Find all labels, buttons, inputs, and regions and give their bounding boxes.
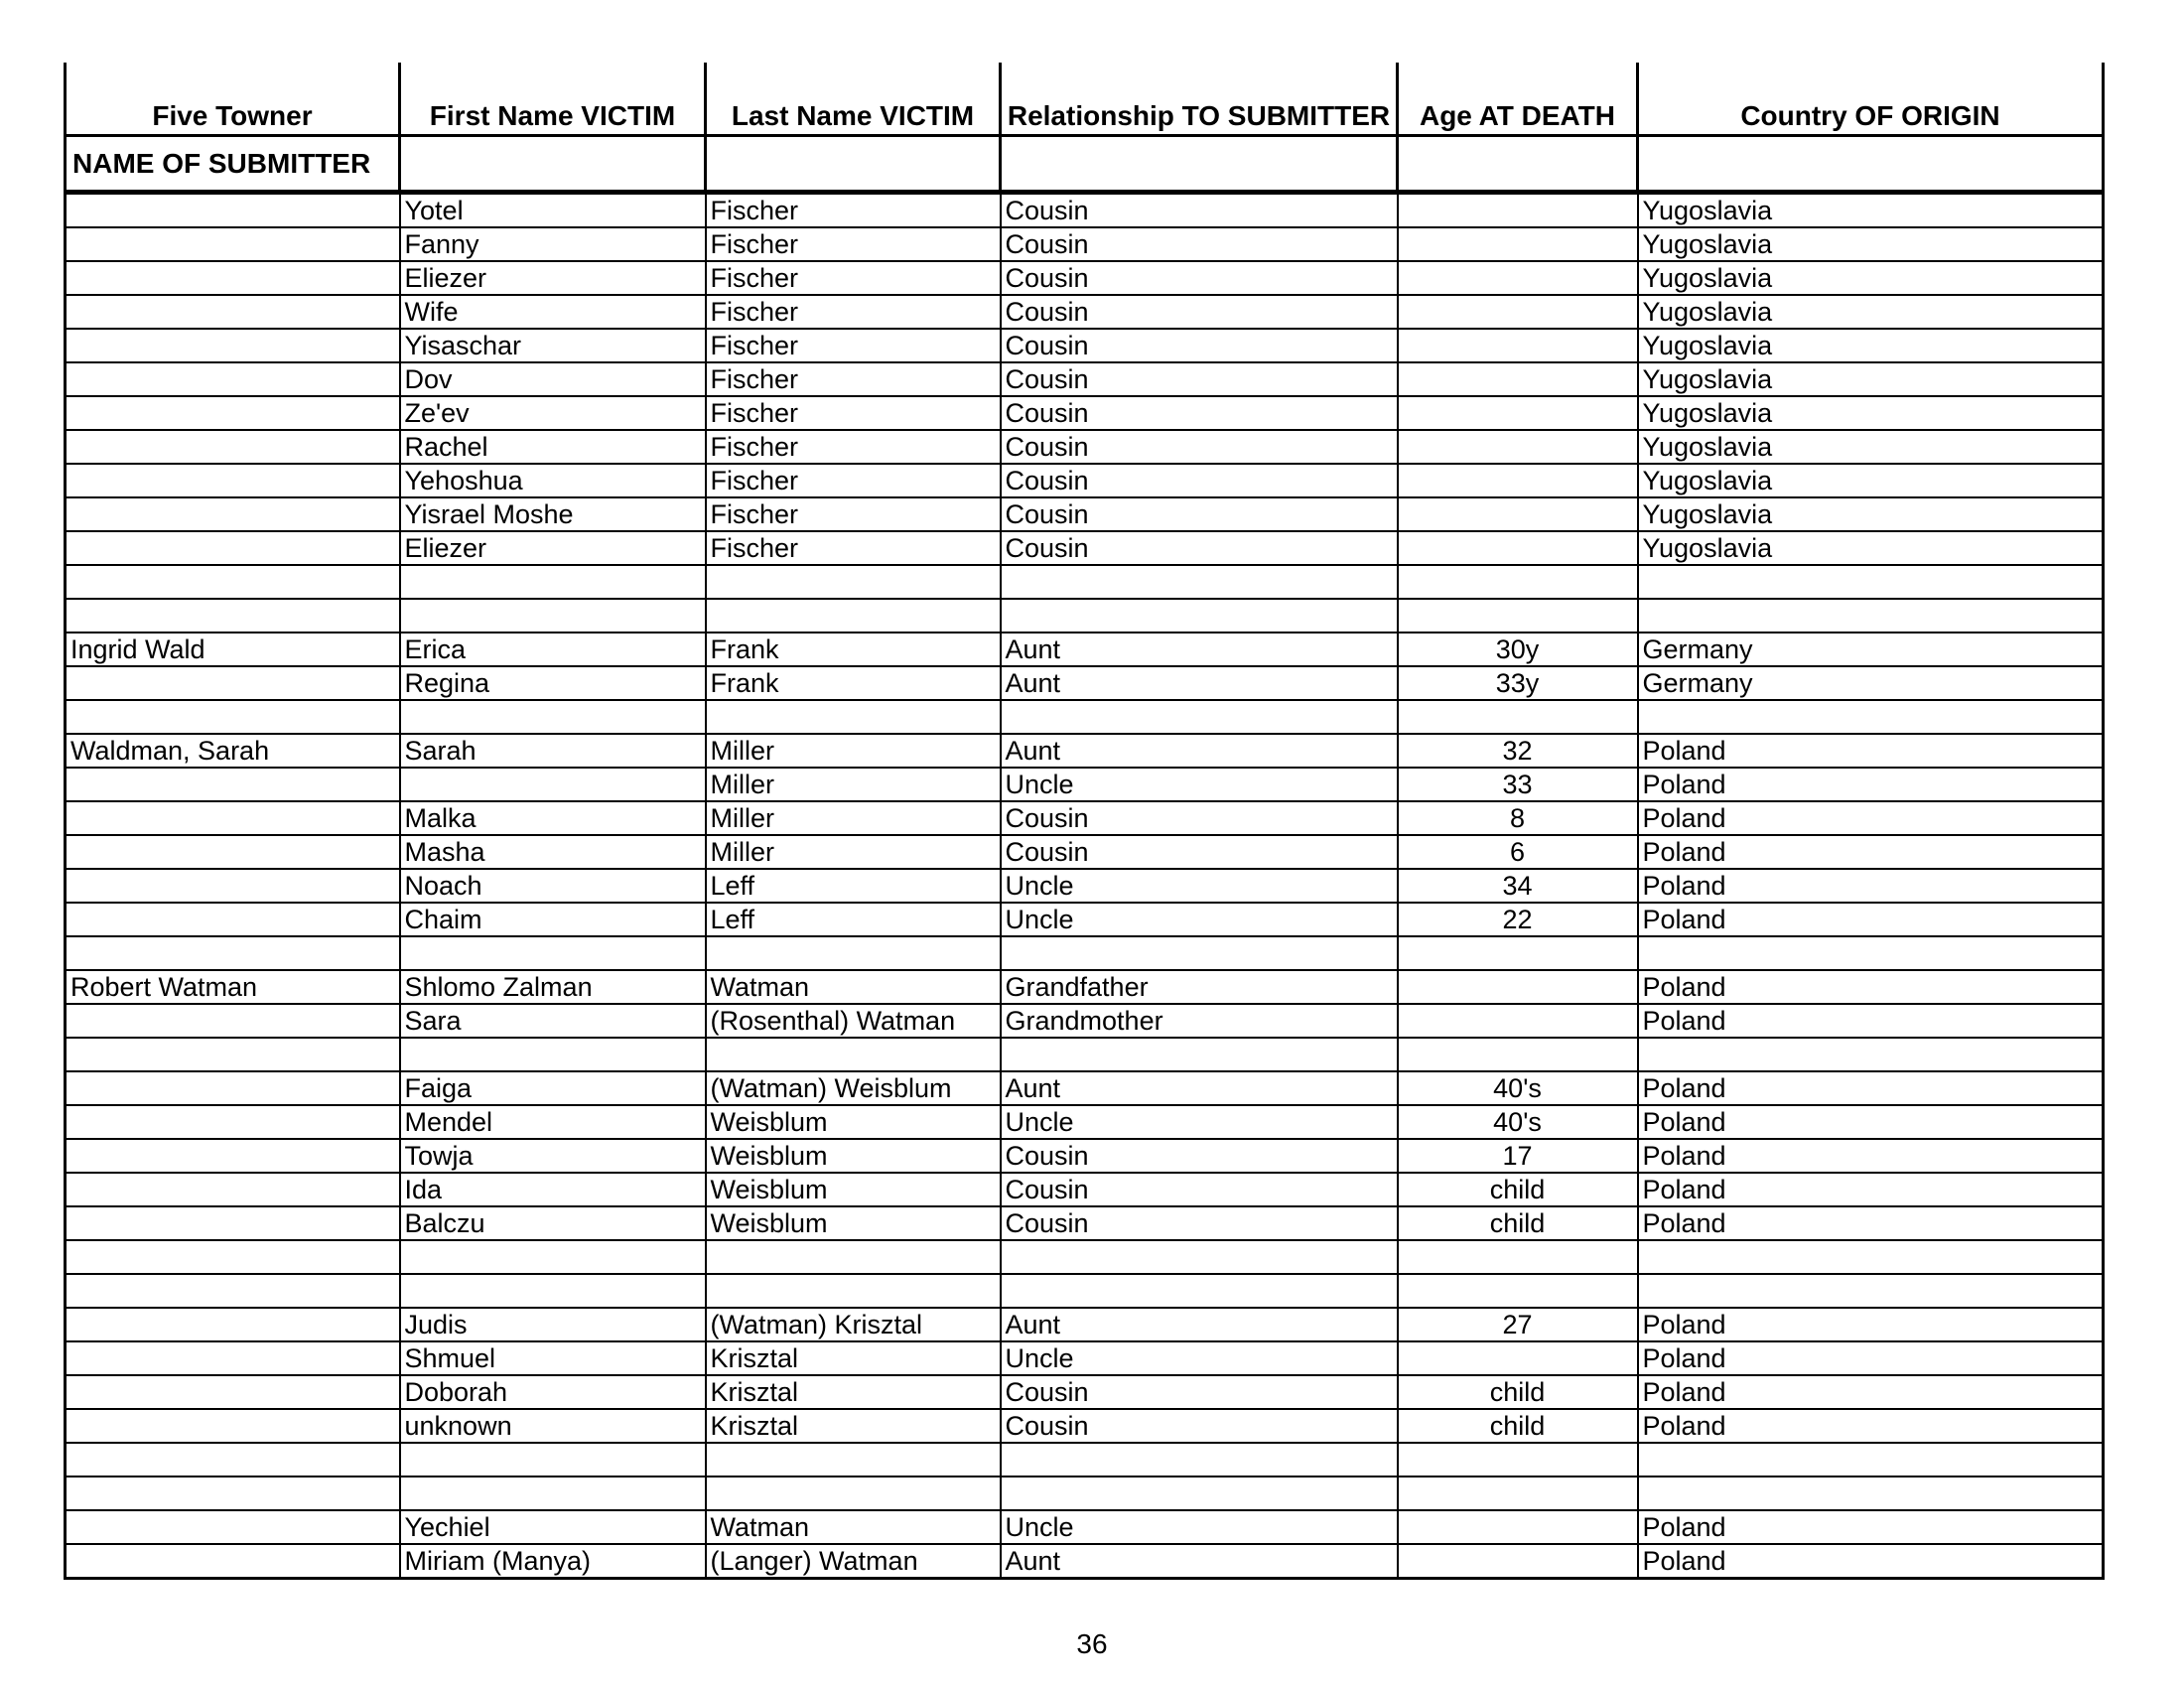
relationship-cell: Grandmother	[1001, 1004, 1398, 1038]
table-row	[66, 1477, 2104, 1510]
submitter-cell	[66, 1308, 400, 1341]
first-name-cell: Faiga	[400, 1071, 706, 1105]
relationship-cell: Cousin	[1001, 1206, 1398, 1240]
country-cell: Poland	[1638, 768, 2104, 801]
relationship-cell: Cousin	[1001, 531, 1398, 565]
country-cell: Poland	[1638, 734, 2104, 768]
table-row	[66, 1173, 2104, 1206]
relationship-cell: Cousin	[1001, 835, 1398, 869]
country-cell: Poland	[1638, 1510, 2104, 1544]
table-row	[66, 464, 2104, 497]
age-cell: 30y	[1398, 633, 1638, 666]
table-row	[66, 430, 2104, 464]
relationship-cell: Cousin	[1001, 1375, 1398, 1409]
country-cell: Yugoslavia	[1638, 396, 2104, 430]
victims-table	[64, 63, 2105, 1580]
table-row	[66, 1240, 2104, 1274]
country-cell: Yugoslavia	[1638, 531, 2104, 565]
first-name-cell: Balczu	[400, 1206, 706, 1240]
last-name-cell: Fischer	[706, 261, 1001, 295]
table-row	[66, 1105, 2104, 1139]
first-name-cell: Rachel	[400, 430, 706, 464]
first-name-cell: Masha	[400, 835, 706, 869]
table-row	[66, 869, 2104, 903]
submitter-cell	[66, 193, 400, 228]
submitter-cell	[66, 1375, 400, 1409]
submitter-cell	[66, 936, 400, 970]
table-row	[66, 970, 2104, 1004]
submitter-cell	[66, 295, 400, 329]
submitter-cell	[66, 1004, 400, 1038]
submitter-label-row	[66, 136, 2104, 193]
first-name-cell: Regina	[400, 666, 706, 700]
age-cell	[1398, 599, 1638, 633]
table-row	[66, 700, 2104, 734]
first-name-cell: Ida	[400, 1173, 706, 1206]
last-name-cell: Krisztal	[706, 1341, 1001, 1375]
table-row	[66, 565, 2104, 599]
submitter-cell	[66, 329, 400, 362]
first-name-cell: Yisaschar	[400, 329, 706, 362]
last-name-cell: Fischer	[706, 531, 1001, 565]
last-name-cell: Fischer	[706, 497, 1001, 531]
last-name-cell: Frank	[706, 666, 1001, 700]
submitter-cell	[66, 835, 400, 869]
submitter-cell: Ingrid Wald	[66, 633, 400, 666]
country-cell: Poland	[1638, 869, 2104, 903]
relationship-cell: Aunt	[1001, 1071, 1398, 1105]
last-name-cell	[706, 1240, 1001, 1274]
submitter-cell	[66, 1510, 400, 1544]
table-row	[66, 936, 2104, 970]
submitter-cell	[66, 261, 400, 295]
country-cell: Poland	[1638, 801, 2104, 835]
first-name-cell	[400, 599, 706, 633]
table-row	[66, 362, 2104, 396]
table-row	[66, 1341, 2104, 1375]
last-name-cell	[706, 599, 1001, 633]
age-cell	[1398, 497, 1638, 531]
first-name-cell: Fanny	[400, 227, 706, 261]
table-row	[66, 835, 2104, 869]
header-relationship: Relationship TO SUBMITTER	[1001, 63, 1398, 136]
age-cell	[1398, 1544, 1638, 1579]
country-cell	[1638, 1274, 2104, 1308]
first-name-cell	[400, 1038, 706, 1071]
age-cell: 40's	[1398, 1105, 1638, 1139]
country-cell	[1638, 700, 2104, 734]
age-cell	[1398, 1274, 1638, 1308]
table-row	[66, 193, 2104, 228]
last-name-cell: Fischer	[706, 430, 1001, 464]
country-cell: Yugoslavia	[1638, 430, 2104, 464]
country-cell: Poland	[1638, 1206, 2104, 1240]
last-name-cell	[706, 700, 1001, 734]
relationship-cell: Aunt	[1001, 1544, 1398, 1579]
last-name-cell: Fischer	[706, 396, 1001, 430]
age-cell	[1398, 227, 1638, 261]
country-cell: Poland	[1638, 1308, 2104, 1341]
relationship-cell	[1001, 1038, 1398, 1071]
first-name-cell: Shmuel	[400, 1341, 706, 1375]
table-row	[66, 1443, 2104, 1477]
first-name-cell: Yechiel	[400, 1510, 706, 1544]
first-name-cell: Eliezer	[400, 531, 706, 565]
last-name-cell: Watman	[706, 1510, 1001, 1544]
age-cell: child	[1398, 1173, 1638, 1206]
submitter-cell	[66, 1477, 400, 1510]
age-cell: child	[1398, 1409, 1638, 1443]
submitter-cell: Robert Watman	[66, 970, 400, 1004]
country-cell	[1638, 1477, 2104, 1510]
page-number: 36	[1076, 1628, 1108, 1659]
age-cell	[1398, 396, 1638, 430]
relationship-cell: Cousin	[1001, 430, 1398, 464]
relationship-cell: Cousin	[1001, 497, 1398, 531]
country-cell	[1638, 1038, 2104, 1071]
age-cell	[1398, 1004, 1638, 1038]
country-cell: Poland	[1638, 1375, 2104, 1409]
header-country: Country OF ORIGIN	[1638, 63, 2104, 136]
age-cell	[1398, 970, 1638, 1004]
first-name-cell	[400, 1274, 706, 1308]
country-cell	[1638, 599, 2104, 633]
last-name-cell: Frank	[706, 633, 1001, 666]
last-name-cell	[706, 936, 1001, 970]
age-cell: child	[1398, 1206, 1638, 1240]
age-cell	[1398, 936, 1638, 970]
country-cell: Poland	[1638, 903, 2104, 936]
last-name-cell: Krisztal	[706, 1375, 1001, 1409]
table-row	[66, 261, 2104, 295]
last-name-cell: Miller	[706, 835, 1001, 869]
submitter-cell	[66, 1544, 400, 1579]
header-last-name: Last Name VICTIM	[706, 63, 1001, 136]
first-name-cell: Wife	[400, 295, 706, 329]
relationship-cell: Uncle	[1001, 1341, 1398, 1375]
age-cell	[1398, 700, 1638, 734]
submitter-label: NAME OF SUBMITTER	[66, 136, 400, 193]
table-row	[66, 1071, 2104, 1105]
age-cell: 33y	[1398, 666, 1638, 700]
last-name-cell: Krisztal	[706, 1409, 1001, 1443]
first-name-cell	[400, 936, 706, 970]
last-name-cell: Leff	[706, 903, 1001, 936]
first-name-cell: Ze'ev	[400, 396, 706, 430]
relationship-cell	[1001, 565, 1398, 599]
submitter-cell	[66, 531, 400, 565]
table-row	[66, 227, 2104, 261]
country-cell	[1638, 936, 2104, 970]
submitter-cell	[66, 430, 400, 464]
table-row	[66, 1274, 2104, 1308]
country-cell: Germany	[1638, 666, 2104, 700]
table-row	[66, 801, 2104, 835]
submitter-cell: Waldman, Sarah	[66, 734, 400, 768]
age-cell	[1398, 1510, 1638, 1544]
first-name-cell	[400, 700, 706, 734]
first-name-cell: unknown	[400, 1409, 706, 1443]
submitter-cell	[66, 497, 400, 531]
submitter-cell	[66, 464, 400, 497]
age-cell: 17	[1398, 1139, 1638, 1173]
first-name-cell: Miriam (Manya)	[400, 1544, 706, 1579]
relationship-cell: Cousin	[1001, 227, 1398, 261]
age-cell: 27	[1398, 1308, 1638, 1341]
last-name-cell: Miller	[706, 801, 1001, 835]
country-cell: Germany	[1638, 633, 2104, 666]
submitter-cell	[66, 227, 400, 261]
relationship-cell: Cousin	[1001, 329, 1398, 362]
first-name-cell: Eliezer	[400, 261, 706, 295]
relationship-cell: Cousin	[1001, 1139, 1398, 1173]
age-cell: 22	[1398, 903, 1638, 936]
relationship-cell: Cousin	[1001, 193, 1398, 228]
submitter-cell	[66, 1341, 400, 1375]
table-row	[66, 1004, 2104, 1038]
table-row	[66, 531, 2104, 565]
country-cell: Poland	[1638, 970, 2104, 1004]
first-name-cell: Dov	[400, 362, 706, 396]
country-cell: Poland	[1638, 1544, 2104, 1579]
age-cell	[1398, 531, 1638, 565]
first-name-cell	[400, 1477, 706, 1510]
country-cell: Yugoslavia	[1638, 497, 2104, 531]
last-name-cell: (Watman) Weisblum	[706, 1071, 1001, 1105]
relationship-cell	[1001, 1443, 1398, 1477]
first-name-cell	[400, 565, 706, 599]
submitter-cell	[66, 768, 400, 801]
first-name-cell: Malka	[400, 801, 706, 835]
table-row	[66, 1139, 2104, 1173]
relationship-cell: Cousin	[1001, 261, 1398, 295]
age-cell: 34	[1398, 869, 1638, 903]
country-cell: Poland	[1638, 1139, 2104, 1173]
table-row	[66, 1206, 2104, 1240]
relationship-cell: Cousin	[1001, 464, 1398, 497]
country-cell: Yugoslavia	[1638, 329, 2104, 362]
last-name-cell	[706, 565, 1001, 599]
table-row	[66, 1038, 2104, 1071]
first-name-cell: Yotel	[400, 193, 706, 228]
age-cell	[1398, 193, 1638, 228]
relationship-cell	[1001, 599, 1398, 633]
first-name-cell: Doborah	[400, 1375, 706, 1409]
last-name-cell: Fischer	[706, 464, 1001, 497]
country-cell	[1638, 1443, 2104, 1477]
country-cell: Poland	[1638, 1173, 2104, 1206]
submitter-cell	[66, 565, 400, 599]
relationship-cell: Uncle	[1001, 768, 1398, 801]
submitter-cell	[66, 1274, 400, 1308]
header-five-towner: Five Towner	[66, 63, 400, 136]
last-name-cell: Weisblum	[706, 1206, 1001, 1240]
country-cell: Poland	[1638, 1409, 2104, 1443]
country-cell: Yugoslavia	[1638, 464, 2104, 497]
first-name-cell: Sarah	[400, 734, 706, 768]
last-name-cell: Weisblum	[706, 1105, 1001, 1139]
relationship-cell: Cousin	[1001, 1173, 1398, 1206]
table-row	[66, 396, 2104, 430]
age-cell	[1398, 362, 1638, 396]
table-row	[66, 1375, 2104, 1409]
first-name-cell: Chaim	[400, 903, 706, 936]
header-age: Age AT DEATH	[1398, 63, 1638, 136]
last-name-cell	[706, 1443, 1001, 1477]
last-name-cell: (Watman) Krisztal	[706, 1308, 1001, 1341]
submitter-cell	[66, 801, 400, 835]
age-cell: 32	[1398, 734, 1638, 768]
submitter-cell	[66, 362, 400, 396]
age-cell	[1398, 295, 1638, 329]
last-name-cell: (Rosenthal) Watman	[706, 1004, 1001, 1038]
table-row	[66, 295, 2104, 329]
last-name-cell: Leff	[706, 869, 1001, 903]
age-cell	[1398, 565, 1638, 599]
relationship-cell: Cousin	[1001, 295, 1398, 329]
submitter-cell	[66, 396, 400, 430]
age-cell	[1398, 1240, 1638, 1274]
submitter-cell	[66, 1206, 400, 1240]
relationship-cell: Cousin	[1001, 396, 1398, 430]
relationship-cell: Cousin	[1001, 1409, 1398, 1443]
age-cell: 6	[1398, 835, 1638, 869]
country-cell	[1638, 1240, 2104, 1274]
country-cell: Yugoslavia	[1638, 362, 2104, 396]
table-row	[66, 734, 2104, 768]
header-first-name: First Name VICTIM	[400, 63, 706, 136]
last-name-cell	[706, 1274, 1001, 1308]
relationship-cell	[1001, 936, 1398, 970]
header-row	[66, 63, 2104, 136]
submitter-cell	[66, 1038, 400, 1071]
table-row	[66, 666, 2104, 700]
submitter-cell	[66, 1409, 400, 1443]
relationship-cell	[1001, 1477, 1398, 1510]
table-row	[66, 768, 2104, 801]
table-row	[66, 1409, 2104, 1443]
age-cell	[1398, 464, 1638, 497]
age-cell: child	[1398, 1375, 1638, 1409]
first-name-cell: Shlomo Zalman	[400, 970, 706, 1004]
submitter-cell	[66, 1443, 400, 1477]
age-cell	[1398, 329, 1638, 362]
last-name-cell: Weisblum	[706, 1173, 1001, 1206]
age-cell	[1398, 1443, 1638, 1477]
relationship-cell	[1001, 1240, 1398, 1274]
submitter-cell	[66, 599, 400, 633]
table-row	[66, 497, 2104, 531]
country-cell: Poland	[1638, 1341, 2104, 1375]
relationship-cell	[1001, 700, 1398, 734]
first-name-cell: Judis	[400, 1308, 706, 1341]
age-cell	[1398, 1341, 1638, 1375]
table-row	[66, 329, 2104, 362]
last-name-cell: Fischer	[706, 329, 1001, 362]
table-row	[66, 599, 2104, 633]
last-name-cell: Miller	[706, 768, 1001, 801]
age-cell: 40's	[1398, 1071, 1638, 1105]
first-name-cell: Yehoshua	[400, 464, 706, 497]
table-row	[66, 1510, 2104, 1544]
first-name-cell	[400, 1443, 706, 1477]
table-row	[66, 1308, 2104, 1341]
country-cell: Poland	[1638, 835, 2104, 869]
first-name-cell: Mendel	[400, 1105, 706, 1139]
table-row	[66, 633, 2104, 666]
age-cell	[1398, 261, 1638, 295]
last-name-cell: Fischer	[706, 362, 1001, 396]
relationship-cell: Uncle	[1001, 1105, 1398, 1139]
first-name-cell	[400, 1240, 706, 1274]
relationship-cell: Uncle	[1001, 903, 1398, 936]
country-cell: Poland	[1638, 1105, 2104, 1139]
submitter-cell	[66, 1139, 400, 1173]
age-cell: 8	[1398, 801, 1638, 835]
age-cell	[1398, 430, 1638, 464]
country-cell: Yugoslavia	[1638, 193, 2104, 228]
first-name-cell	[400, 768, 706, 801]
age-cell: 33	[1398, 768, 1638, 801]
country-cell: Yugoslavia	[1638, 295, 2104, 329]
last-name-cell: Watman	[706, 970, 1001, 1004]
first-name-cell: Noach	[400, 869, 706, 903]
country-cell: Poland	[1638, 1004, 2104, 1038]
submitter-cell	[66, 869, 400, 903]
relationship-cell: Uncle	[1001, 1510, 1398, 1544]
last-name-cell: Weisblum	[706, 1139, 1001, 1173]
age-cell	[1398, 1038, 1638, 1071]
country-cell	[1638, 565, 2104, 599]
country-cell: Poland	[1638, 1071, 2104, 1105]
submitter-cell	[66, 666, 400, 700]
relationship-cell: Aunt	[1001, 1308, 1398, 1341]
relationship-cell: Cousin	[1001, 362, 1398, 396]
first-name-cell: Yisrael Moshe	[400, 497, 706, 531]
country-cell: Yugoslavia	[1638, 261, 2104, 295]
relationship-cell: Uncle	[1001, 869, 1398, 903]
last-name-cell: (Langer) Watman	[706, 1544, 1001, 1579]
last-name-cell: Fischer	[706, 193, 1001, 228]
first-name-cell: Towja	[400, 1139, 706, 1173]
last-name-cell: Fischer	[706, 227, 1001, 261]
last-name-cell	[706, 1038, 1001, 1071]
submitter-cell	[66, 1105, 400, 1139]
table-row	[66, 903, 2104, 936]
submitter-cell	[66, 1173, 400, 1206]
relationship-cell: Aunt	[1001, 734, 1398, 768]
country-cell: Yugoslavia	[1638, 227, 2104, 261]
last-name-cell	[706, 1477, 1001, 1510]
relationship-cell: Cousin	[1001, 801, 1398, 835]
submitter-cell	[66, 1071, 400, 1105]
table-row	[66, 1544, 2104, 1579]
first-name-cell: Erica	[400, 633, 706, 666]
submitter-cell	[66, 1240, 400, 1274]
relationship-cell: Aunt	[1001, 633, 1398, 666]
table-body	[66, 193, 2104, 1579]
relationship-cell: Aunt	[1001, 666, 1398, 700]
last-name-cell: Fischer	[706, 295, 1001, 329]
submitter-cell	[66, 700, 400, 734]
age-cell	[1398, 1477, 1638, 1510]
submitter-cell	[66, 903, 400, 936]
relationship-cell: Grandfather	[1001, 970, 1398, 1004]
first-name-cell: Sara	[400, 1004, 706, 1038]
last-name-cell: Miller	[706, 734, 1001, 768]
relationship-cell	[1001, 1274, 1398, 1308]
